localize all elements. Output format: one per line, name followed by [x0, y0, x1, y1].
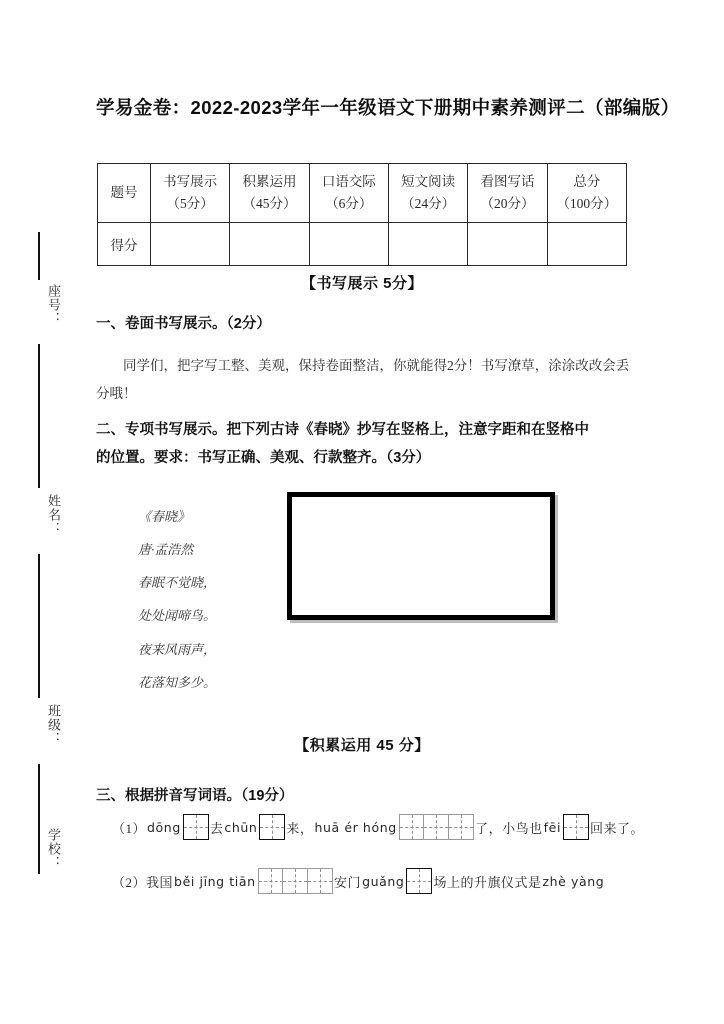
- column-points: （6分）: [325, 196, 373, 211]
- table-row-score: [98, 223, 627, 266]
- column-points: （20分）: [480, 196, 535, 211]
- inline-text: 了，小鸟也: [475, 820, 543, 836]
- score-input-cell[interactable]: [151, 223, 230, 266]
- grid-cell[interactable]: [307, 868, 333, 894]
- inline-text: 去: [209, 820, 224, 836]
- table-header-cell: [309, 164, 388, 223]
- score-input-cell[interactable]: [388, 223, 467, 266]
- margin-rule-segment: [38, 344, 40, 488]
- handwriting-answer-box[interactable]: [287, 492, 555, 620]
- pinyin-text: dōng: [147, 819, 181, 835]
- column-points: （24分）: [401, 196, 456, 211]
- question-2-heading-line-1: 二、专项书写展示。把下列古诗《春晓》抄写在竖格上，注意字距和在竖格中: [96, 422, 589, 438]
- grid-cell[interactable]: [183, 814, 209, 840]
- margin-label-seat-number: 座号：: [46, 284, 61, 326]
- question-2-heading-line-2: 的位置。要求：书写正确、美观、行款整齐。（3分）: [96, 450, 431, 466]
- question-3-heading: 三、根据拼音写词语。（19分）: [96, 788, 294, 804]
- section-banner-accumulation: 【积累运用 45 分】: [294, 737, 430, 754]
- poem-line: 《春晓》: [138, 509, 191, 524]
- poem-line: 唐·孟浩然: [138, 542, 194, 558]
- table-header-cell: [151, 164, 230, 223]
- pinyin-text: huā ér hóng: [314, 819, 397, 835]
- poem-line: 处处闻啼鸟。: [138, 608, 217, 624]
- answer-grid-1[interactable]: [183, 814, 209, 840]
- question-1-body-line-1: 同学们，把字写工整、美观，保持卷面整洁，你就能得2分！书写潦草，涂涂改改会丢: [123, 358, 630, 373]
- grid-cell[interactable]: [282, 868, 308, 894]
- table-row-header: [98, 164, 627, 223]
- answer-grid-4[interactable]: [563, 814, 589, 840]
- column-points: （45分）: [242, 196, 297, 211]
- score-input-cell[interactable]: [230, 223, 309, 266]
- poem-line: 夜来风雨声，: [138, 641, 217, 657]
- poem-line: 春眠不觉晓，: [138, 575, 217, 591]
- grid-cell[interactable]: [448, 814, 474, 840]
- score-table: [97, 163, 627, 266]
- question-1-heading: 一、卷面书写展示。（2分）: [96, 316, 271, 332]
- inline-text: 场上的升旗仪式是: [433, 874, 542, 890]
- column-points: （5分）: [166, 196, 214, 211]
- margin-label-name: 姓名：: [46, 494, 61, 536]
- score-input-cell[interactable]: [547, 223, 626, 266]
- column-points: （100分）: [556, 196, 618, 211]
- poem-line: 花落知多少。: [138, 674, 217, 690]
- answer-grid-3[interactable]: [399, 814, 474, 840]
- score-input-cell[interactable]: [468, 223, 547, 266]
- pinyin-text: zhè yàng: [542, 873, 605, 889]
- table-header-score: 得分: [98, 223, 151, 266]
- question-3-line-1: [112, 814, 645, 840]
- table-header-cell: [388, 164, 467, 223]
- inline-text: 我国: [146, 874, 174, 890]
- grid-cell[interactable]: [399, 814, 425, 840]
- grid-cell[interactable]: [423, 814, 449, 840]
- answer-grid-5[interactable]: [258, 868, 333, 894]
- column-name: 总分: [573, 173, 601, 189]
- margin-label-class: 班级：: [46, 704, 61, 746]
- column-name: 书写展示: [163, 173, 218, 189]
- question-1-body-line-2: 分哦！: [96, 386, 137, 401]
- pinyin-text: běi jīng tiān: [174, 873, 256, 889]
- inline-text: 回来了。: [590, 820, 645, 836]
- question-3-line-2: [112, 868, 642, 894]
- answer-grid-2[interactable]: [259, 814, 285, 840]
- section-banner-writing: 【书写展示 5分】: [300, 275, 423, 292]
- grid-cell[interactable]: [258, 868, 284, 894]
- table-header-cell: [547, 164, 626, 223]
- column-name: 短文阅读: [401, 173, 456, 189]
- table-header-cell: [230, 164, 309, 223]
- item-number: （1）: [112, 820, 147, 836]
- answer-grid-6[interactable]: [406, 868, 432, 894]
- table-header-cell: [468, 164, 547, 223]
- column-name: 口语交际: [321, 173, 376, 189]
- pinyin-text: fēi: [543, 819, 562, 835]
- pinyin-text: chūn: [224, 819, 258, 835]
- item-number: （2）: [112, 874, 147, 890]
- score-input-cell[interactable]: [309, 223, 388, 266]
- margin-label-school: 学校：: [46, 828, 61, 870]
- pinyin-text: guǎng: [362, 873, 405, 889]
- page-title: 学易金卷：2022-2023学年一年级语文下册期中素养测评二（部编版）: [96, 97, 680, 118]
- inline-text: 安门: [334, 874, 362, 890]
- margin-seal-strip: [26, 232, 60, 892]
- grid-cell[interactable]: [563, 814, 589, 840]
- grid-cell[interactable]: [259, 814, 285, 840]
- inline-text: 来，: [286, 820, 314, 836]
- grid-cell[interactable]: [406, 868, 432, 894]
- margin-rule-segment: [38, 554, 40, 698]
- poem-chun-xiao: [138, 500, 278, 699]
- column-name: 看图写话: [480, 173, 535, 189]
- margin-rule-segment: [38, 232, 40, 280]
- column-name: 积累运用: [242, 173, 297, 189]
- table-header-question-number: 题号: [98, 164, 151, 223]
